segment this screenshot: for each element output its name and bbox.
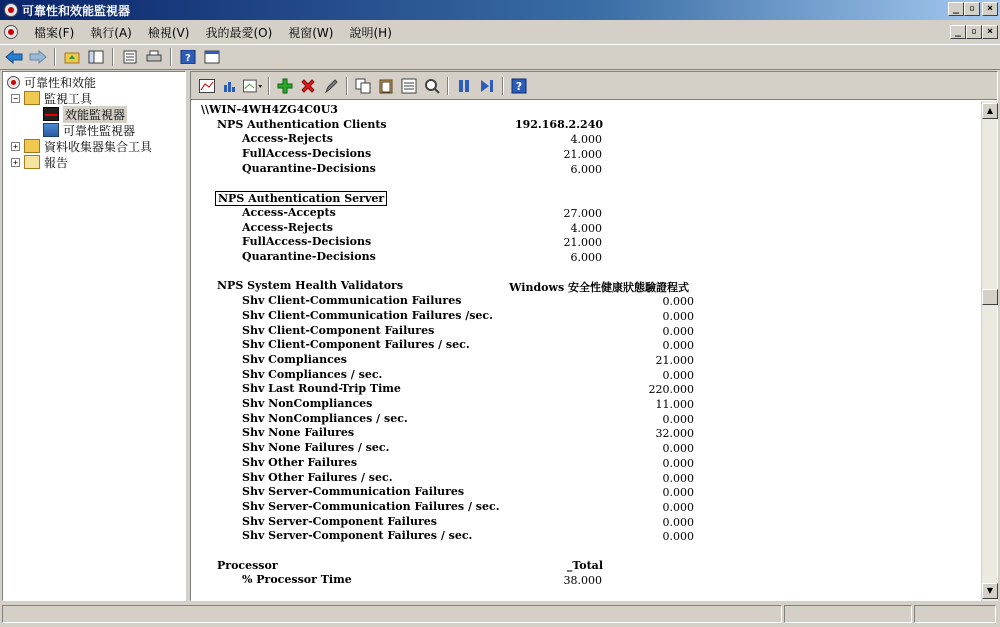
help-icon[interactable] — [509, 76, 529, 96]
counter-value: 0.000 — [662, 412, 694, 426]
tree-item-label: 效能監視器 — [65, 107, 126, 122]
window-title: 可靠性和效能監視器 — [22, 3, 131, 18]
view-histogram-icon[interactable] — [220, 76, 240, 96]
mdi-restore-button[interactable]: ▫ — [966, 25, 982, 39]
status-cell-3 — [914, 605, 996, 623]
back-arrow-icon[interactable] — [4, 47, 24, 67]
help-icon[interactable] — [178, 47, 198, 67]
menu-favorites[interactable]: 我的最愛(O) — [205, 25, 273, 40]
tree-item-data-collector-sets[interactable] — [11, 138, 152, 154]
report-view — [191, 101, 981, 601]
menu-view[interactable]: 檢視(V) — [147, 25, 190, 40]
folder-icon — [24, 139, 40, 153]
tree-item-label: 可靠性和效能 — [24, 75, 97, 90]
change-graph-type-icon[interactable] — [243, 76, 263, 96]
tree-item-label: 監視工具 — [44, 91, 93, 106]
counter-value: 21.000 — [563, 236, 602, 250]
counter-value: 0.000 — [662, 309, 694, 323]
counter-object-name[interactable]: NPS Authentication Clients — [217, 117, 387, 131]
menu-action[interactable]: 執行(A) — [90, 25, 132, 40]
computer-name: \\WIN-4WH4ZG4C0U3 — [201, 103, 338, 116]
counter-name[interactable]: Access-Rejects — [242, 220, 333, 234]
menu-window[interactable]: 視窗(W) — [288, 25, 334, 40]
tree-item-monitor-tools[interactable] — [11, 90, 92, 106]
counter-object-name[interactable]: Processor — [217, 558, 278, 572]
highlight-icon[interactable] — [321, 76, 341, 96]
status-cell-2 — [784, 605, 912, 623]
counter-name[interactable]: FullAccess-Decisions — [242, 235, 372, 249]
counter-object-name[interactable]: NPS Authentication Server — [215, 191, 387, 206]
counter-name[interactable]: Access-Accepts — [242, 205, 336, 219]
instance-name: 192.168.2.240 — [514, 117, 603, 131]
show-hide-tree-icon[interactable] — [86, 47, 106, 67]
counter-value: 0.000 — [662, 530, 694, 544]
toolbar-separator — [268, 77, 270, 95]
counter-value: 0.000 — [662, 471, 694, 485]
counter-name[interactable]: Shv NonCompliances / sec. — [242, 411, 408, 425]
mmc-icon[interactable] — [4, 25, 18, 39]
counter-name[interactable]: Shv Server-Communication Failures — [242, 485, 465, 499]
counter-name[interactable]: Shv Server-Component Failures — [242, 514, 437, 528]
counter-value: 27.000 — [563, 206, 602, 220]
update-data-icon[interactable] — [477, 76, 497, 96]
minimize-button[interactable]: _ — [948, 2, 964, 16]
counter-value: 6.000 — [570, 162, 602, 176]
performance-monitor-pane — [190, 71, 998, 601]
status-cell-main — [2, 605, 782, 623]
reports-icon — [24, 155, 40, 169]
main-toolbar — [0, 44, 1000, 70]
zoom-icon[interactable] — [422, 76, 442, 96]
export-list-icon[interactable] — [120, 47, 140, 67]
counter-value: 4.000 — [570, 221, 602, 235]
counter-value: 21.000 — [563, 148, 602, 162]
counter-name[interactable]: Shv None Failures / sec. — [242, 441, 390, 455]
performance-toolbar — [191, 72, 997, 100]
tree-item-label: 報告 — [44, 155, 69, 170]
expand-icon[interactable]: + — [11, 158, 20, 167]
counter-value: 32.000 — [655, 427, 694, 441]
counter-name[interactable]: Shv Client-Communication Failures /sec. — [242, 308, 493, 322]
freeze-display-icon[interactable] — [454, 76, 474, 96]
title-bar — [0, 0, 1000, 20]
counter-name[interactable]: Shv Compliances / sec. — [242, 367, 383, 381]
tree-item-reliability-monitor[interactable] — [43, 122, 135, 138]
properties-icon[interactable] — [399, 76, 419, 96]
counter-name[interactable]: Shv Client-Component Failures — [242, 323, 435, 337]
toolbar-separator — [112, 48, 114, 66]
toolbar-separator — [447, 77, 449, 95]
counter-value: 0.000 — [662, 339, 694, 353]
close-button[interactable]: × — [982, 2, 998, 16]
print-icon[interactable] — [144, 47, 164, 67]
counter-value: 0.000 — [662, 368, 694, 382]
status-bar — [0, 603, 1000, 625]
counter-value: 0.000 — [662, 486, 694, 500]
counter-value: 0.000 — [662, 515, 694, 529]
svg-text:?: ? — [185, 53, 191, 64]
delete-counter-icon[interactable] — [298, 76, 318, 96]
counter-name[interactable]: Shv Client-Communication Failures — [242, 294, 462, 308]
app-icon[interactable] — [4, 3, 18, 17]
toolbar-separator — [170, 48, 172, 66]
tree-item-label: 可靠性監視器 — [63, 123, 136, 138]
folder-icon — [24, 91, 40, 105]
tree-item-root[interactable] — [7, 74, 96, 90]
counter-name[interactable]: Shv Server-Component Failures / sec. — [242, 529, 473, 543]
navigation-tree — [2, 71, 186, 601]
vertical-scrollbar[interactable] — [981, 101, 997, 601]
collapse-icon[interactable]: − — [11, 94, 20, 103]
counter-name[interactable]: Shv Client-Component Failures / sec. — [242, 338, 470, 352]
counter-name[interactable]: Quarantine-Decisions — [242, 250, 376, 263]
scroll-up-icon[interactable]: ▲ — [982, 103, 998, 119]
counter-name[interactable]: Shv Last Round-Trip Time — [242, 382, 401, 396]
counter-object-name[interactable]: NPS System Health Validators — [217, 279, 404, 293]
counter-value: 0.000 — [662, 500, 694, 514]
menu-bar — [0, 20, 1000, 44]
mdi-close-button[interactable]: × — [982, 25, 998, 39]
counter-value: 6.000 — [570, 251, 602, 264]
counter-name[interactable]: Shv None Failures — [242, 426, 355, 440]
counter-name[interactable]: Shv NonCompliances — [242, 397, 373, 410]
add-counter-icon[interactable] — [275, 76, 295, 96]
maximize-button[interactable]: ▫ — [964, 2, 980, 16]
expand-icon[interactable]: + — [11, 142, 20, 151]
instance-name: Windows 安全性健康狀態驗證程式 — [509, 281, 689, 295]
counter-name[interactable]: FullAccess-Decisions — [242, 147, 372, 161]
counter-value: 38.000 — [563, 574, 602, 588]
toolbar-separator — [502, 77, 504, 95]
mdi-minimize-button[interactable]: _ — [950, 25, 966, 39]
tree-item-label: 資料收集器集合工具 — [44, 139, 153, 154]
view-graph-icon[interactable] — [197, 76, 217, 96]
menu-help[interactable]: 說明(H) — [349, 25, 392, 40]
counter-name[interactable]: Shv Compliances — [242, 352, 347, 366]
forward-arrow-icon[interactable] — [28, 47, 48, 67]
counter-value: 0.000 — [662, 324, 694, 338]
counter-name[interactable]: Shv Server-Communication Failures / sec. — [242, 499, 500, 513]
reliability-performance-icon — [7, 76, 20, 89]
paste-counter-list-icon[interactable] — [376, 76, 396, 96]
window-controls — [948, 2, 998, 16]
properties-icon[interactable] — [202, 47, 222, 67]
instance-name: _Total — [566, 558, 603, 572]
counter-value: 11.000 — [655, 398, 694, 411]
menu-file[interactable]: 檔案(F) — [34, 25, 75, 40]
counter-name[interactable]: Quarantine-Decisions — [242, 161, 376, 175]
counter-value: 4.000 — [570, 133, 602, 147]
counter-name[interactable]: % Processor Time — [242, 573, 352, 587]
counter-name[interactable]: Shv Other Failures / sec. — [242, 470, 393, 484]
tree-item-reports[interactable] — [11, 154, 68, 170]
counter-value: 0.000 — [662, 295, 694, 309]
counter-value: 220.000 — [648, 383, 694, 397]
counter-value: 0.000 — [662, 442, 694, 456]
scroll-thumb[interactable] — [982, 289, 998, 305]
toolbar-separator — [54, 48, 56, 66]
counter-value: 0.000 — [662, 456, 694, 470]
scroll-down-icon[interactable]: ▼ — [982, 583, 998, 599]
tree-item-performance-monitor[interactable] — [43, 106, 127, 122]
counter-value: 21.000 — [655, 353, 694, 367]
toolbar-separator — [346, 77, 348, 95]
mdi-controls — [950, 25, 998, 39]
copy-properties-icon[interactable] — [353, 76, 373, 96]
counter-name[interactable]: Access-Rejects — [242, 132, 333, 146]
svg-text:?: ? — [515, 79, 523, 93]
reliability-monitor-icon — [43, 123, 59, 137]
up-folder-icon[interactable] — [62, 47, 82, 67]
counter-name[interactable]: Shv Other Failures — [242, 455, 358, 469]
performance-monitor-icon — [43, 107, 59, 121]
